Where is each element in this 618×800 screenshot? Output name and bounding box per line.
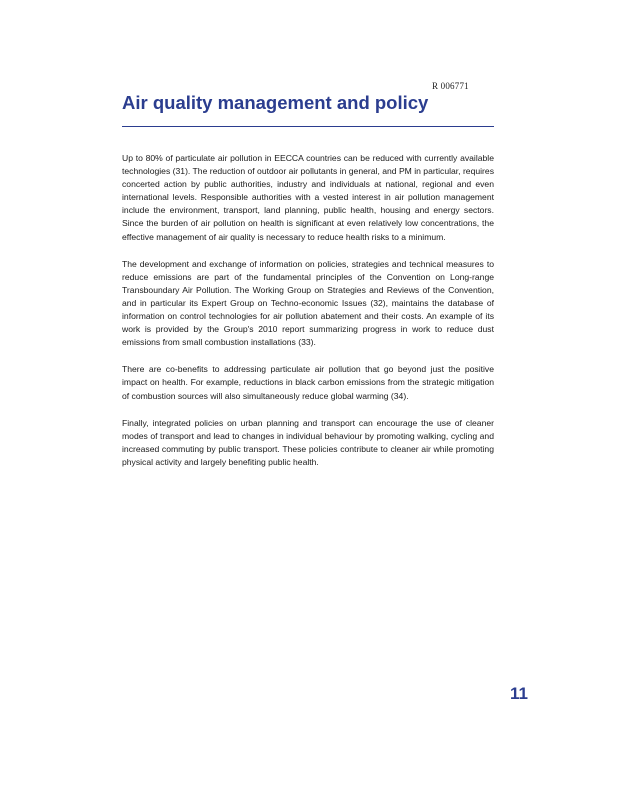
paragraph-3: There are co-benefits to addressing particulate air pollution that go beyond just the positive impact on health. For example, reductions in black carbon emissions from the strategic mitigation of combustion sources will also simultaneously reduce global warming (34). [122,364,494,401]
document-reference: R 006771 [432,81,469,91]
page-title: Air quality management and policy [122,92,429,113]
paragraph-1: Up to 80% of particulate air pollution in EECCA countries can be reduced with currently available technologies (31). The reduction of outdoor air pollutants in general, and PM in particular, requires concerted action by public authorities, industry and individuals at national, regional and even international levels. Responsible authorities with a vested interest in air pollution management include the environment, transport, land planning, public health, housing and energy sectors. Since the burden of air pollution on health is significant at even relatively low concentrations, the effective management of air quality is necessary to reduce health risks to a minimum. [122,153,494,242]
paragraph-2: The development and exchange of information on policies, strategies and technical measures to reduce emissions are part of the fundamental principles of the Convention on Long-range Transboundary Air Pollution. The Working Group on Strategies and Reviews of the Convention, and in particular its Expert Group on Techno-economic Issues (32), maintains the database of information on control technologies for air pollution abatement and their costs. An example of its work is provided by the Group's 2010 report summarizing progress in work to reduce dust emissions from small combustion installations (33). [122,258,494,348]
page-number: 11 [510,684,528,703]
body-text [122,152,494,483]
title-divider [122,126,494,127]
paragraph-4: Finally, integrated policies on urban planning and transport can encourage the use of cleaner modes of transport and lead to changes in individual behaviour by promoting walking, cycling and increased commuting by public transport. These policies contribute to cleaner air while promoting physical activity and largely benefiting public health. [122,417,494,467]
